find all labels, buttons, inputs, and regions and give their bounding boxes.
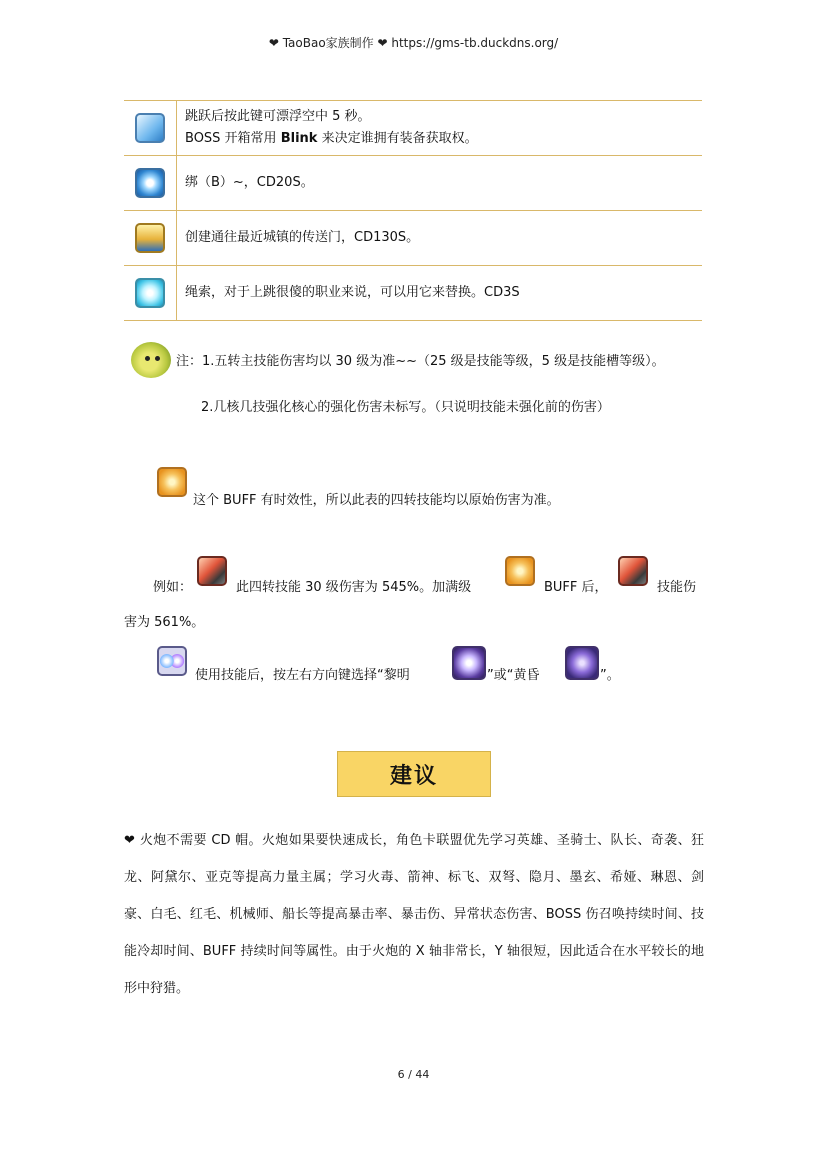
table-row — [124, 211, 702, 266]
dawn-skill-icon — [452, 646, 486, 680]
skill-description: 绑（B）~，CD20S。 — [177, 156, 703, 211]
note-line-2: 2.几核几技强化核心的强化伤害未标写。（只说明技能未强化前的伤害） — [201, 400, 610, 415]
buff-skill-icon — [157, 467, 187, 497]
table-row — [124, 266, 702, 321]
fourth-job-skill-icon — [618, 556, 648, 586]
choose-text-3: ”。 — [600, 668, 620, 683]
section-heading: 建议 — [337, 751, 491, 797]
skill-description: 绳索，对于上跳很傻的职业来说，可以用它来替换。CD3S — [177, 266, 703, 321]
portal-skill-icon — [135, 223, 165, 253]
example-prefix: 例如： — [153, 580, 193, 595]
choose-text-1: 使用技能后，按左右方向键选择“黎明 — [195, 668, 410, 683]
page-number: 6 / 44 — [397, 1068, 430, 1081]
mascot-icon — [131, 342, 171, 378]
dusk-skill-icon — [565, 646, 599, 680]
blink-keyword: Blink — [280, 131, 318, 146]
example-text-4: 害为 561%。 — [124, 615, 205, 630]
buff-note: 这个 BUFF 有时效性，所以此表的四转技能均以原始伤害为准。 — [193, 493, 560, 508]
skill-description-line: 跳跃后按此键可漂浮空中 5 秒。 — [185, 109, 371, 124]
skill-table — [124, 100, 702, 321]
fourth-job-skill-icon — [197, 556, 227, 586]
example-text-2: BUFF 后， — [544, 580, 608, 595]
levitate-skill-icon — [135, 113, 165, 143]
buff-skill-icon — [505, 556, 535, 586]
advice-paragraph: ❤ 火炮不需要 CD 帽。火炮如果要快速成长，角色卡联盟优先学习英雄、圣骑士、队长、奇袭、狂龙、阿黛尔、亚克等提高力量主属；学习火毒、箭神、标飞、双弩、隐月、墨玄、希娅、琳恩、剑豪、白毛、红毛、机械师、船长等提高暴击率、暴击伤、异常状态伤害、BOSS 伤召唤持续时间、技能冷却时间、BUFF 持续时间等属性。由于火炮的 X 轴非常长，Y 轴很短，因此适合在水平较长的地形中狩猎。 — [124, 833, 704, 996]
table-row — [124, 156, 702, 211]
page-header: ❤ TaoBao家族制作 ❤ https://gms-tb.duckdns.org/ — [268, 36, 559, 50]
table-row: 跳跃后按此键可漂浮空中 5 秒。 BOSS 开箱常用 Blink 来决定谁拥有装备获取权。 — [124, 101, 702, 156]
rope-skill-icon — [135, 278, 165, 308]
note-line-1: 注：1.五转主技能伤害均以 30 级为准~~（25 级是技能等级，5 级是技能槽等级）。 — [176, 354, 665, 369]
skill-description: 创建通往最近城镇的传送门，CD130S。 — [177, 211, 703, 266]
bind-skill-icon — [135, 168, 165, 198]
choose-text-2: ”或“黄昏 — [487, 668, 540, 683]
example-text-3: 技能伤 — [657, 580, 697, 595]
example-text-1: 此四转技能 30 级伤害为 545%。加满级 — [236, 580, 472, 595]
dawn-dusk-skill-icon — [157, 646, 187, 676]
